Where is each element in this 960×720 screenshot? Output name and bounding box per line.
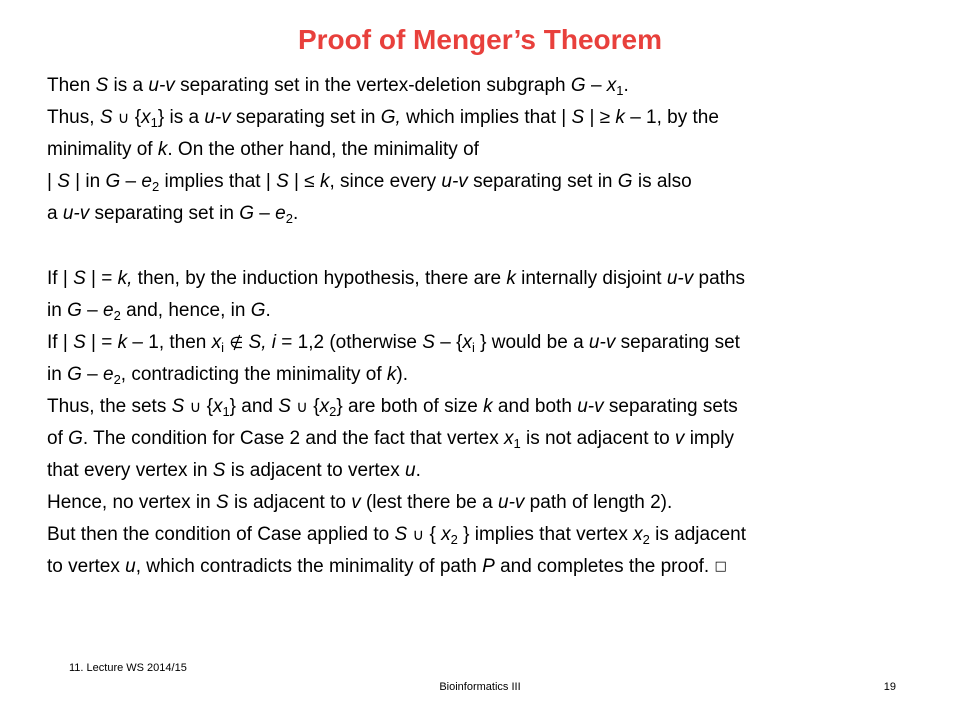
text-run: and completes the proof. xyxy=(494,556,715,578)
text-run: is not adjacent to xyxy=(520,428,675,450)
math-variable: x xyxy=(211,331,222,353)
slide-title: Proof of Menger’s Theorem xyxy=(297,24,663,55)
math-variable: P xyxy=(482,556,495,578)
subscript: 2 xyxy=(329,403,337,419)
text-run: to vertex xyxy=(47,556,126,578)
text-run: } is a xyxy=(157,107,205,129)
text-run: { xyxy=(424,524,442,546)
math-variable: x xyxy=(141,107,151,129)
text-run: But then the condition of Case applied to xyxy=(47,524,395,546)
math-variable: u xyxy=(125,556,136,578)
math-variable: S xyxy=(73,331,86,353)
math-variable: G xyxy=(67,363,82,385)
math-variable: e xyxy=(141,171,152,193)
text-run: imply xyxy=(684,428,735,450)
proof-line xyxy=(47,134,937,166)
text-run: a xyxy=(47,203,63,225)
text-run: | = xyxy=(85,331,118,353)
text-run: . xyxy=(623,75,629,96)
math-variable: k xyxy=(117,331,128,353)
math-variable: S xyxy=(422,331,435,353)
text-run: which implies that | xyxy=(400,107,572,129)
subscript: 1 xyxy=(222,403,230,419)
text-run: . The condition for Case 2 and the fact that vertex xyxy=(82,428,504,450)
text-run: . On the other hand, the minimality of xyxy=(167,139,479,161)
math-variable: S xyxy=(171,395,185,417)
text-run: in xyxy=(47,299,68,321)
text-run: = 1,2 (otherwise xyxy=(275,331,423,353)
math-variable: k xyxy=(483,395,493,417)
math-variable: k, xyxy=(117,267,133,289)
math-variable: S xyxy=(215,492,229,514)
text-run: If | xyxy=(47,331,74,353)
text-run: – xyxy=(254,203,276,225)
proof-line xyxy=(47,423,937,455)
subscript: 1 xyxy=(616,83,624,98)
proof-paragraph-1 xyxy=(47,70,937,230)
text-run: minimality of xyxy=(47,139,158,161)
math-variable: G xyxy=(67,299,82,321)
text-run: then, by the induction hypothesis, there are xyxy=(132,267,507,289)
math-symbol: ∪ xyxy=(296,396,308,416)
proof-line xyxy=(47,166,937,198)
text-run: } would be a xyxy=(474,331,589,353)
text-run: | ≥ xyxy=(584,107,616,129)
slide-body xyxy=(47,70,937,584)
text-run: Then xyxy=(47,75,96,96)
paragraph-gap xyxy=(47,230,937,262)
text-run: { xyxy=(201,395,213,417)
text-run: is adjacent to vertex xyxy=(225,460,406,482)
text-run: | ≤ xyxy=(288,171,320,193)
math-variable: S xyxy=(212,460,226,482)
text-run: separating set in the vertex-deletion subgraph xyxy=(174,75,571,96)
footer-lecture: 11. Lecture WS 2014/15 xyxy=(69,662,187,674)
math-variable: v xyxy=(351,492,361,514)
text-run: path of length 2). xyxy=(524,492,673,514)
math-variable: S xyxy=(394,524,408,546)
text-run: | in xyxy=(69,171,106,193)
proof-line xyxy=(47,102,937,134)
math-variable: S xyxy=(571,107,585,129)
math-variable: x xyxy=(212,395,223,417)
proof-line xyxy=(47,487,937,519)
math-variable: u-v xyxy=(666,267,694,289)
math-variable: e xyxy=(275,203,286,225)
proof-line xyxy=(47,327,937,359)
text-run: paths xyxy=(693,267,746,289)
math-variable: x xyxy=(319,395,330,417)
text-run: . xyxy=(265,299,271,321)
text-run: – xyxy=(81,363,103,385)
text-run: Thus, xyxy=(47,107,100,129)
text-run: } implies that vertex xyxy=(457,524,634,546)
text-run: is adjacent xyxy=(649,524,747,546)
text-run: } and xyxy=(229,395,279,417)
subscript: i xyxy=(221,339,225,355)
subscript: 2 xyxy=(151,179,160,195)
text-run: that every vertex in xyxy=(47,460,213,482)
proof-line xyxy=(47,263,937,295)
math-variable: u xyxy=(405,460,416,482)
subscript: 2 xyxy=(285,211,293,227)
text-run: internally disjoint xyxy=(515,267,667,289)
math-symbol: ∉ xyxy=(229,332,244,352)
text-run: in xyxy=(47,363,68,385)
math-variable: e xyxy=(102,299,114,321)
math-variable: x xyxy=(503,428,514,450)
math-variable: u-v xyxy=(204,107,231,129)
qed-symbol: □ xyxy=(714,559,727,575)
subscript: 2 xyxy=(113,371,121,387)
proof-line xyxy=(47,519,937,551)
text-run: | = xyxy=(85,267,118,289)
footer-course: Bioinformatics III xyxy=(439,681,521,693)
text-run: . xyxy=(415,460,421,482)
proof-paragraph-2 xyxy=(47,263,937,584)
math-variable: S xyxy=(99,107,113,129)
math-symbol: ∪ xyxy=(412,525,425,545)
math-variable: S xyxy=(276,171,289,193)
math-variable: G xyxy=(570,75,586,96)
text-run: separating set in xyxy=(89,203,240,225)
math-variable: S xyxy=(73,267,86,289)
text-run: – xyxy=(81,299,103,321)
text-run: – xyxy=(585,75,607,96)
math-variable: u-v xyxy=(441,171,468,193)
math-variable: k xyxy=(157,139,168,161)
math-variable: u-v xyxy=(588,331,616,353)
text-run: is also xyxy=(632,171,692,193)
text-run: separating sets xyxy=(603,395,738,417)
text-run: Thus, the sets xyxy=(47,395,172,417)
text-run: If | xyxy=(47,267,74,289)
text-run: is a xyxy=(108,75,149,96)
text-run: separating set in xyxy=(467,171,618,193)
text-run: { xyxy=(307,395,320,417)
text-run: (lest there be a xyxy=(360,492,498,514)
text-run: implies that | xyxy=(159,171,277,193)
math-variable: G, xyxy=(380,107,401,129)
math-variable: k xyxy=(319,171,330,193)
proof-line xyxy=(47,359,937,391)
math-variable: S, i xyxy=(248,331,276,353)
text-run: , which contradicts the minimality of path xyxy=(135,556,483,578)
subscript: 2 xyxy=(450,532,458,548)
text-run: separating set xyxy=(615,331,740,353)
subscript: 1 xyxy=(150,115,158,131)
math-variable: x xyxy=(441,524,451,546)
subscript: 1 xyxy=(513,436,521,452)
math-variable: x xyxy=(633,524,643,546)
math-variable: e xyxy=(102,363,114,385)
text-run: of xyxy=(47,428,69,450)
proof-line xyxy=(47,391,937,423)
math-variable: k xyxy=(506,267,516,289)
text-run: and, hence, in xyxy=(120,299,251,321)
text-run: , contradicting the minimality of xyxy=(120,363,387,385)
math-variable: k xyxy=(615,107,625,129)
math-variable: u-v xyxy=(577,395,604,417)
text-run: } are both of size xyxy=(336,395,484,417)
math-variable: k xyxy=(386,363,397,385)
text-run: – xyxy=(120,171,142,193)
subscript: 2 xyxy=(113,307,121,323)
math-variable: G xyxy=(250,299,266,321)
text-run: – { xyxy=(434,331,463,353)
math-variable: S xyxy=(57,171,70,193)
math-variable: x xyxy=(606,75,617,96)
proof-line xyxy=(47,198,937,230)
math-variable: u-v xyxy=(148,75,175,96)
proof-line xyxy=(47,455,937,487)
text-run: | xyxy=(47,171,58,193)
math-variable: x xyxy=(462,331,472,353)
proof-line xyxy=(47,70,937,102)
text-run: Hence, no vertex in xyxy=(47,492,216,514)
footer-page-number: 19 xyxy=(883,681,896,693)
math-variable: G xyxy=(68,428,83,450)
proof-line xyxy=(47,295,937,327)
math-variable: v xyxy=(674,428,685,450)
text-run: is adjacent to xyxy=(228,492,352,514)
math-variable: G xyxy=(617,171,633,193)
math-variable: u-v xyxy=(498,492,525,514)
math-symbol: ∪ xyxy=(189,396,202,416)
text-run: { xyxy=(129,107,142,129)
text-run: separating set in xyxy=(230,107,381,129)
text-run: . xyxy=(292,203,299,225)
subscript: 2 xyxy=(642,532,650,548)
proof-line xyxy=(47,551,937,583)
text-run: , since every xyxy=(329,171,442,193)
math-variable: u-v xyxy=(62,203,90,225)
math-variable: G xyxy=(239,203,255,225)
math-variable: G xyxy=(105,171,121,193)
text-run: and both xyxy=(492,395,578,417)
text-run: ). xyxy=(396,363,409,385)
text-run: – 1, by the xyxy=(624,107,719,129)
math-symbol: ∪ xyxy=(117,108,130,128)
math-variable: S xyxy=(278,395,291,417)
text-run: – 1, then xyxy=(127,331,212,353)
subscript: i xyxy=(471,339,475,355)
math-variable: S xyxy=(95,75,109,96)
